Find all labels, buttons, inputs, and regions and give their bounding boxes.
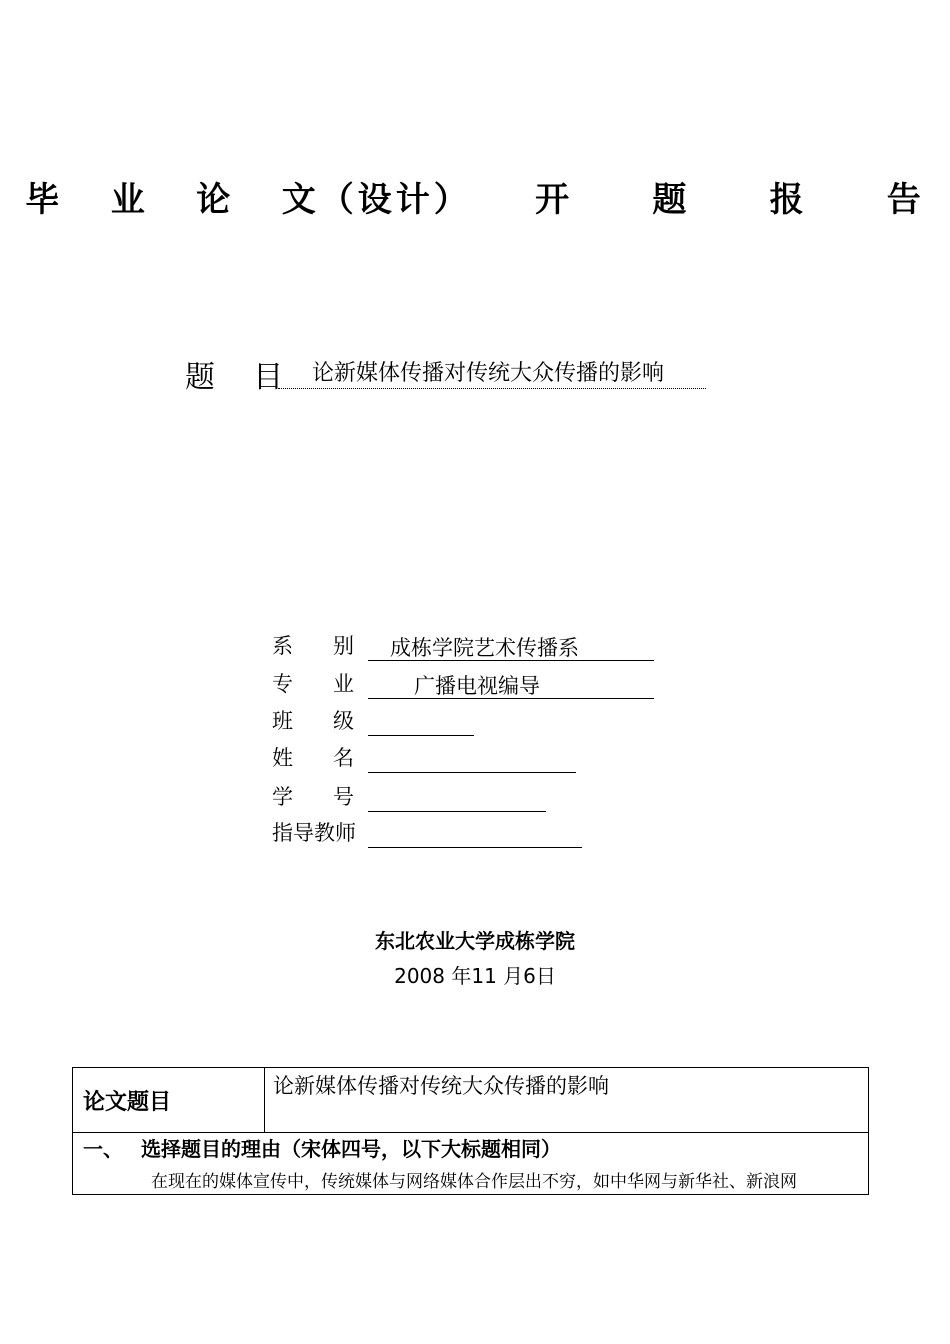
info-label: 学 号 bbox=[272, 785, 355, 809]
school-name: 东北农业大学成栋学院 bbox=[375, 929, 575, 953]
report-date: 2008 年11 月6日 bbox=[394, 964, 556, 988]
info-label: 指导教师 bbox=[272, 821, 356, 845]
info-row-advisor bbox=[272, 818, 582, 848]
topic-value: 论新媒体传播对传统大众传播的影响 bbox=[278, 360, 706, 389]
info-value-department: 成栋学院艺术传播系 bbox=[368, 635, 654, 661]
proposal-table bbox=[72, 1067, 869, 1195]
title-char: 报 bbox=[769, 180, 808, 220]
title-char: 告 bbox=[886, 180, 925, 220]
title-char: 业 bbox=[110, 180, 149, 220]
info-value-major: 广播电视编导 bbox=[368, 673, 654, 699]
title-char: 题 bbox=[652, 180, 691, 220]
title-char: 文（设计） bbox=[281, 180, 472, 220]
report-title bbox=[0, 172, 950, 221]
thesis-title-value: 论新媒体传播对传统大众传播的影响 bbox=[265, 1068, 869, 1133]
info-row-class bbox=[272, 706, 474, 736]
info-value-name bbox=[368, 747, 576, 773]
table-row bbox=[73, 1068, 869, 1133]
info-value-student-id bbox=[368, 786, 546, 812]
section-paragraph: 在现在的媒体宣传中，传统媒体与网络媒体合作层出不穷，如中华网与新华社、新浪网 bbox=[151, 1172, 797, 1192]
title-char: 论 bbox=[196, 180, 235, 220]
info-value-advisor bbox=[368, 822, 582, 848]
section-cell bbox=[73, 1133, 869, 1195]
thesis-title-label: 论文题目 bbox=[73, 1068, 265, 1133]
title-char: 毕 bbox=[25, 180, 64, 220]
info-row-student-id bbox=[272, 782, 546, 812]
info-row-department bbox=[272, 631, 654, 661]
section-number: 一、 bbox=[83, 1137, 123, 1161]
info-label: 班 级 bbox=[272, 709, 355, 733]
info-value-class bbox=[368, 710, 474, 736]
info-label: 系 别 bbox=[272, 634, 355, 658]
topic-label: 题 目 bbox=[185, 360, 284, 395]
info-label: 专 业 bbox=[272, 672, 355, 696]
title-char: 开 bbox=[535, 180, 574, 220]
section-title: 选择题目的理由（宋体四号，以下大标题相同） bbox=[141, 1137, 561, 1161]
info-row-major bbox=[272, 669, 654, 699]
info-label: 姓 名 bbox=[272, 746, 355, 770]
table-row bbox=[73, 1133, 869, 1195]
info-row-name bbox=[272, 743, 576, 773]
